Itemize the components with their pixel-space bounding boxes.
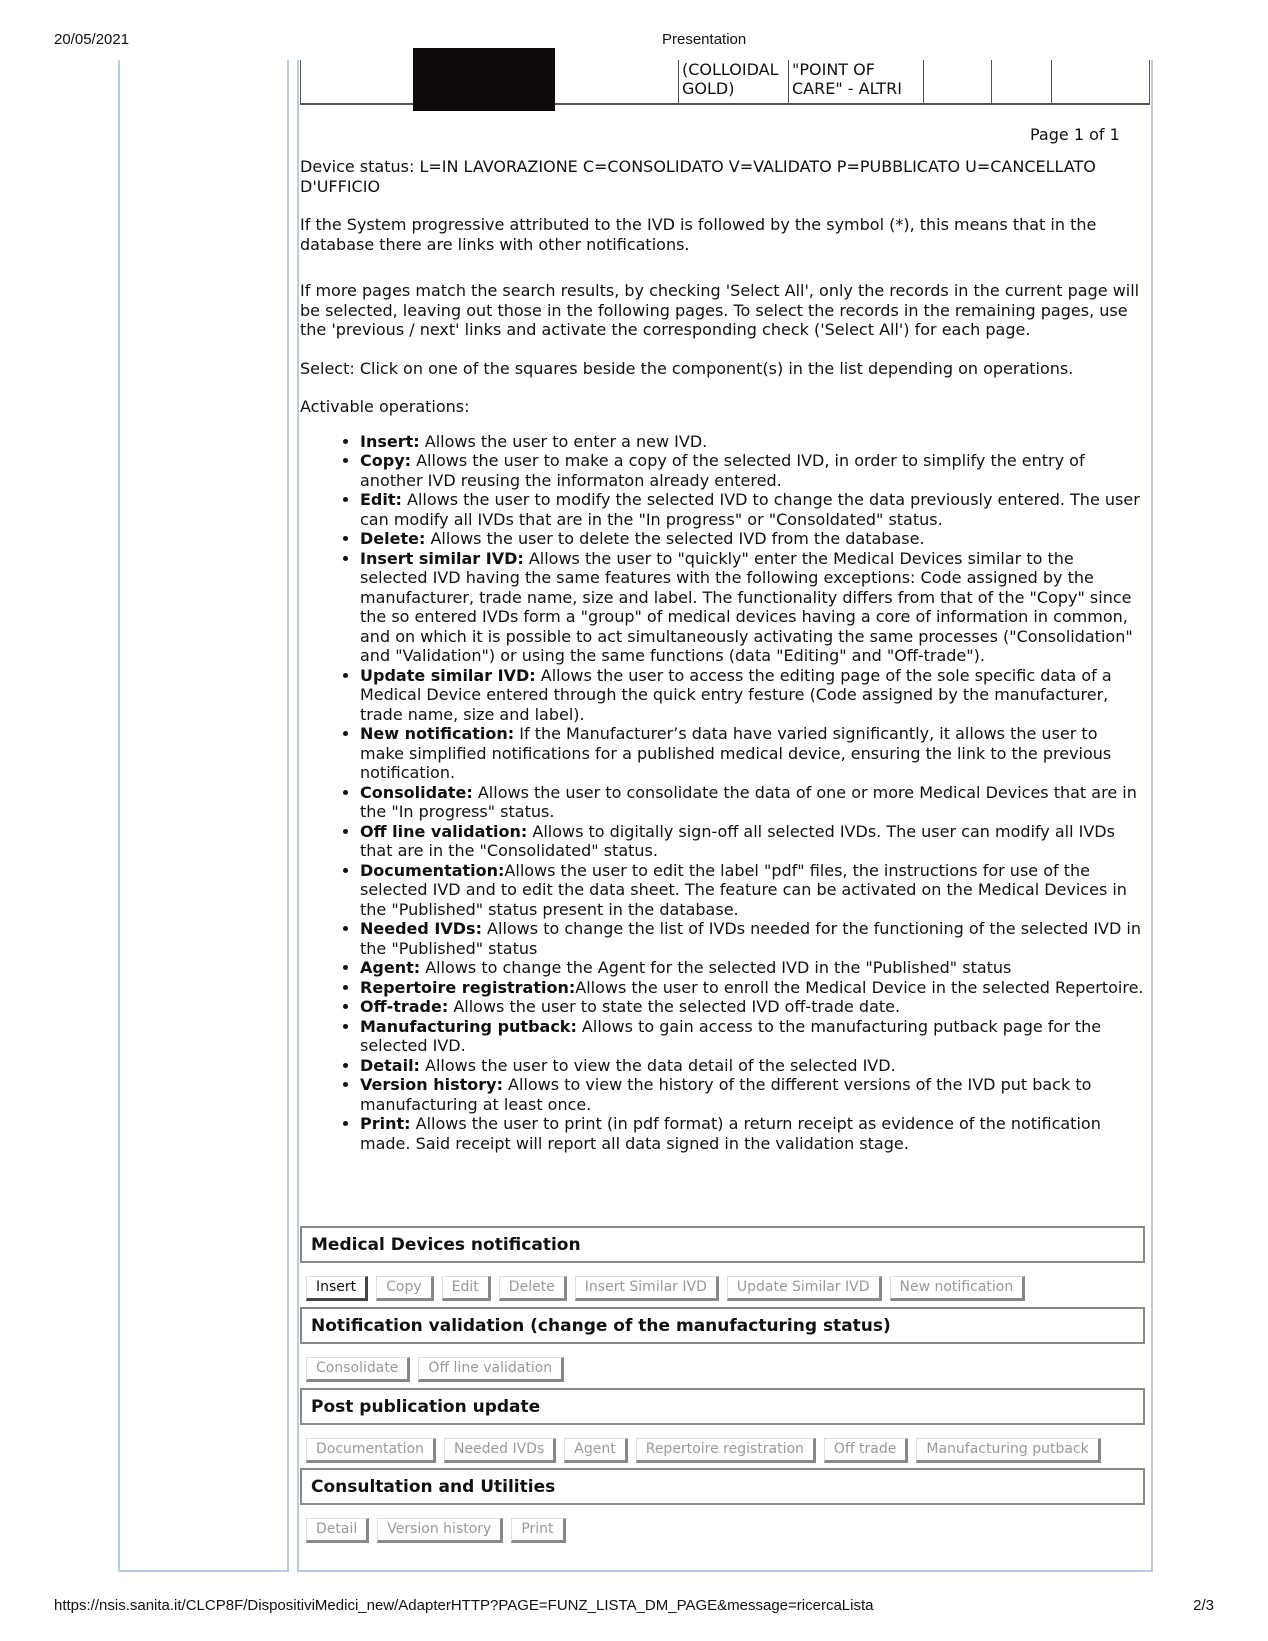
operation-name: Insert: bbox=[360, 431, 420, 451]
operation-item bbox=[360, 978, 1145, 998]
off-trade-button[interactable]: Off trade bbox=[824, 1438, 908, 1463]
operation-name: Copy: bbox=[360, 451, 412, 470]
operation-name: Edit: bbox=[360, 490, 402, 509]
manufacturing-putback-button[interactable]: Manufacturing putback bbox=[916, 1438, 1100, 1463]
help-text bbox=[300, 157, 1145, 1153]
section-post-publication bbox=[300, 1388, 1145, 1463]
print-button[interactable]: Print bbox=[511, 1518, 565, 1543]
section-title: Consultation and Utilities bbox=[300, 1468, 1145, 1505]
operation-name: Needed IVDs: bbox=[360, 919, 482, 938]
button-row bbox=[300, 1505, 1145, 1543]
operation-description: Allows the user to enter a new IVD. bbox=[419, 431, 708, 451]
off-line-validation-button[interactable]: Off line validation bbox=[418, 1357, 564, 1382]
operation-item bbox=[360, 666, 1145, 725]
operation-item bbox=[360, 783, 1145, 822]
operation-item bbox=[360, 861, 1145, 920]
operation-name: Insert similar IVD: bbox=[360, 548, 524, 568]
section-title: Post publication update bbox=[300, 1388, 1145, 1425]
redacted-block bbox=[413, 48, 555, 111]
insert-similar-ivd-button[interactable]: Insert Similar IVD bbox=[575, 1276, 719, 1301]
print-url: https://nsis.sanita.it/CLCP8F/DispositiviMedici_new/AdapterHTTP?PAGE=FUNZ_LISTA_DM_PAGE&message=ricercaLista bbox=[54, 1597, 874, 1614]
operation-name: Off line validation: bbox=[360, 821, 528, 841]
operation-description: Allows the user to "quickly" enter the Medical Devices similar to the selected IVD having the same features with the following exceptions: Code assigned by the manufacturer, trade name, size and label. The functionality differs from that of the "Copy" since the so entered IVDs form a "group" of medical devices having a core of information in common, and on which it is possible to act simultaneously activating the same processes ("Consolidation" and "Validation") or using the same functions (data "Editing" and "Off-trade"). bbox=[360, 548, 1133, 665]
operation-description: Allows to change the Agent for the selected IVD in the "Published" status bbox=[420, 958, 1012, 977]
table-cell-empty bbox=[301, 60, 426, 103]
select-note: Select: Click on one of the squares beside the component(s) in the list depending on operations. bbox=[300, 358, 1074, 378]
insert-button[interactable]: Insert bbox=[306, 1276, 368, 1301]
operation-item bbox=[360, 1017, 1145, 1056]
update-similar-ivd-button[interactable]: Update Similar IVD bbox=[727, 1276, 882, 1301]
table-cell-empty bbox=[546, 60, 678, 103]
operation-description: Allows the user to view the data detail of the selected IVD. bbox=[419, 1055, 896, 1075]
button-row bbox=[300, 1425, 1145, 1463]
operation-name: Agent: bbox=[360, 958, 421, 977]
version-history-button[interactable]: Version history bbox=[377, 1518, 503, 1543]
operation-item bbox=[360, 958, 1145, 978]
operation-description: Allows to change the list of IVDs needed for the functioning of the selected IVD in the "Published" status bbox=[360, 919, 1141, 958]
section-validation bbox=[300, 1307, 1145, 1382]
operation-description: Allows the user to print (in pdf format) a return receipt as evidence of the notification made. Said receipt will report all data signed in the validation stage. bbox=[360, 1114, 1101, 1153]
section-notification bbox=[300, 1226, 1145, 1301]
operation-name: Consolidate: bbox=[360, 782, 473, 802]
operation-name: Manufacturing putback: bbox=[360, 1016, 577, 1036]
consolidate-button[interactable]: Consolidate bbox=[306, 1357, 410, 1382]
operation-description: Allows the user to state the selected IVD off-trade date. bbox=[448, 997, 901, 1016]
edit-button[interactable]: Edit bbox=[442, 1276, 491, 1301]
section-title: Medical Devices notification bbox=[300, 1226, 1145, 1263]
operation-description: Allows to digitally sign-off all selected IVDs. The user can modify all IVDs that are in the "Consolidated" status. bbox=[360, 821, 1115, 860]
operation-item bbox=[360, 997, 1145, 1017]
operation-item bbox=[360, 549, 1145, 666]
operation-name: Detail: bbox=[360, 1055, 420, 1075]
operation-item bbox=[360, 1114, 1145, 1153]
operation-item bbox=[360, 822, 1145, 861]
new-notification-button[interactable]: New notification bbox=[890, 1276, 1026, 1301]
operation-description: Allows the user to make a copy of the selected IVD, in order to simplify the entry of another IVD reusing the informaton already entered. bbox=[360, 451, 1085, 490]
table-cell-method: (COLLOIDAL GOLD) bbox=[678, 60, 788, 103]
operation-description: Allows the user to enroll the Medical Device in the selected Repertoire. bbox=[575, 977, 1144, 997]
pager-text: Page 1 of 1 bbox=[1030, 125, 1120, 144]
operation-item bbox=[360, 490, 1145, 529]
device-status-text: Device status: L=IN LAVORAZIONE C=CONSOLIDATO V=VALIDATO P=PUBBLICATO U=CANCELLATO D'UFFICIO bbox=[300, 157, 1096, 196]
table-cell-empty bbox=[991, 60, 1051, 103]
progressive-note: If the System progressive attributed to the IVD is followed by the symbol (*), this means that in the database there are links with other notifications. bbox=[300, 215, 1097, 254]
operation-description: Allows the user to consolidate the data of one or more Medical Devices that are in the "In progress" status. bbox=[360, 782, 1137, 821]
operation-description: Allows the user to access the editing page of the sole specific data of a Medical Device entered through the quick entry festure (Code assigned by the manufacturer, trade name, size and label). bbox=[360, 665, 1112, 724]
copy-button[interactable]: Copy bbox=[376, 1276, 434, 1301]
operations-list bbox=[300, 432, 1145, 1154]
operations-heading: Activable operations: bbox=[300, 397, 470, 416]
operation-name: Update similar IVD: bbox=[360, 665, 536, 685]
needed-ivds-button[interactable]: Needed IVDs bbox=[444, 1438, 556, 1463]
operation-description: Allows to gain access to the manufacturing putback page for the selected IVD. bbox=[360, 1016, 1102, 1055]
operation-name: Delete: bbox=[360, 529, 426, 548]
left-navigation-column bbox=[118, 60, 289, 1572]
table-cell-class: "POINT OF CARE" - ALTRI bbox=[788, 60, 923, 103]
operation-item bbox=[360, 529, 1145, 549]
operation-description: If the Manufacturer’s data have varied significantly, it allows the user to make simplified notifications for a published medical device, ensuring the link to the previous notification. bbox=[360, 724, 1112, 782]
print-footer bbox=[54, 1597, 1214, 1617]
detail-button[interactable]: Detail bbox=[306, 1518, 369, 1543]
print-date: 20/05/2021 bbox=[54, 31, 130, 48]
print-page-number: 2/3 bbox=[1193, 1597, 1214, 1614]
operation-item bbox=[360, 432, 1145, 452]
operation-item bbox=[360, 1056, 1145, 1076]
button-row bbox=[300, 1263, 1145, 1301]
operation-name: Documentation: bbox=[360, 860, 505, 880]
table-cell-empty bbox=[923, 60, 991, 103]
agent-button[interactable]: Agent bbox=[564, 1438, 627, 1463]
pages-note: If more pages match the search results, by checking 'Select All', only the records in the current page will be selected, leaving out those in the following pages. To select the records in the remaining pages, use the 'previous / next' links and activate the corresponding check ('Select All') for each page. bbox=[300, 281, 1140, 339]
operation-description: Allows to view the history of the different versions of the IVD put back to manufacturing at least once. bbox=[360, 1075, 1092, 1114]
operation-name: Print: bbox=[360, 1114, 411, 1133]
button-row bbox=[300, 1344, 1145, 1382]
operation-name: Repertoire registration: bbox=[360, 977, 576, 997]
operation-item bbox=[360, 724, 1145, 783]
print-header bbox=[54, 31, 1158, 51]
documentation-button[interactable]: Documentation bbox=[306, 1438, 436, 1463]
operation-item bbox=[360, 919, 1145, 958]
operation-description: Allows the user to delete the selected IVD from the database. bbox=[425, 529, 925, 548]
table-cell-empty bbox=[1051, 60, 1148, 103]
operation-description: Allows the user to modify the selected IVD to change the data previously entered. The user can modify all IVDs that are in the "In progress" or "Consoldated" status. bbox=[360, 490, 1140, 529]
operation-name: Off-trade: bbox=[360, 997, 449, 1016]
operation-item bbox=[360, 451, 1145, 490]
repertoire-registration-button[interactable]: Repertoire registration bbox=[636, 1438, 816, 1463]
operation-item bbox=[360, 1075, 1145, 1114]
section-title: Notification validation (change of the manufacturing status) bbox=[300, 1307, 1145, 1344]
delete-button[interactable]: Delete bbox=[499, 1276, 567, 1301]
operation-name: Version history: bbox=[360, 1075, 503, 1094]
print-title: Presentation bbox=[662, 31, 747, 48]
section-consultation bbox=[300, 1468, 1145, 1543]
operation-description: Allows the user to edit the label "pdf" files, the instructions for use of the selected IVD and to edit the data sheet. The feature can be activated on the Medical Devices in the "Published" status present in the database. bbox=[360, 860, 1127, 919]
operation-name: New notification: bbox=[360, 724, 515, 743]
